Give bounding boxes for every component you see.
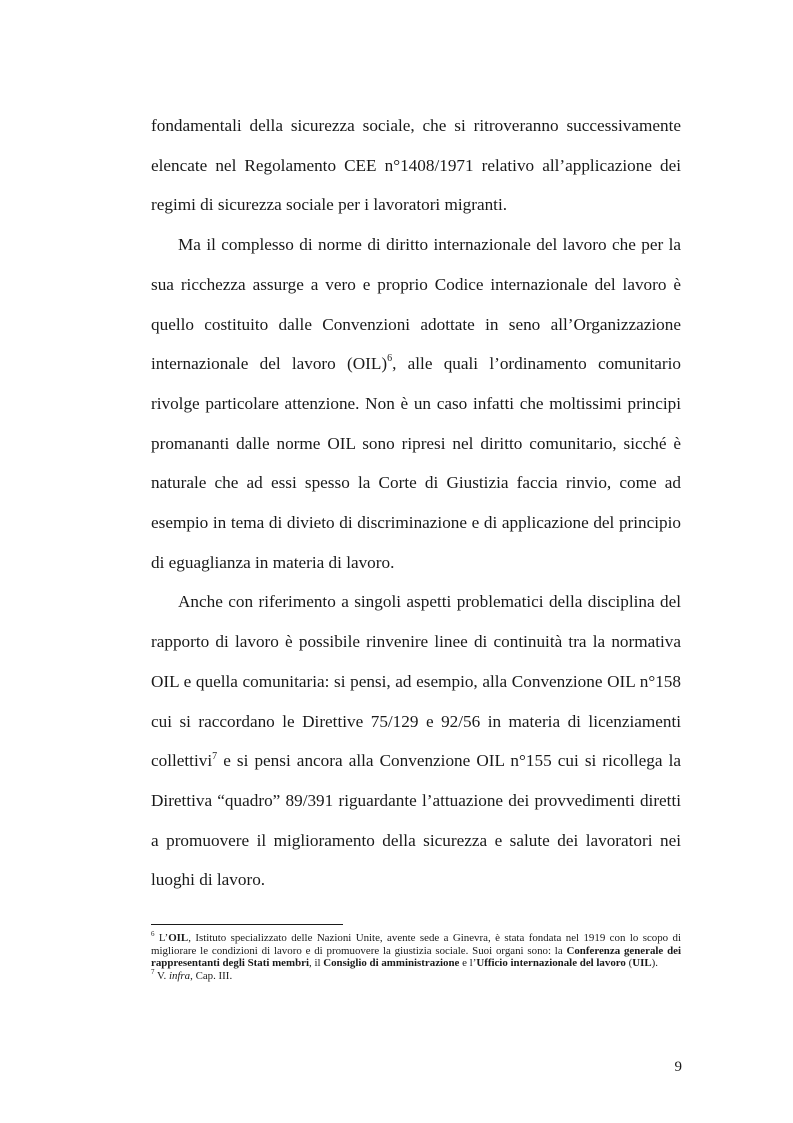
paragraph-2-text-end: , alle quali l’ordinamento comunitario rivolge particolare attenzione. Non è un caso infatti che moltissimi principi promananti dalle norme OIL sono ripresi nel diritto comunitario, sicché è naturale che ad essi spesso la Corte di Giustizia faccia rinvio, come ad esempio in tema di divieto di discriminazione e di applicazione del principio di eguaglianza in materia di lavoro. [151,354,681,572]
footnote-7-text: V. [154,969,169,982]
page-number: 9 [674,1059,682,1075]
footnote-7 [151,970,681,983]
footnote-6-text: L’ [154,932,169,944]
footnote-7-italic-infra: infra [168,969,191,982]
footnote-6-text: , il [309,957,324,970]
footnotes [151,932,681,982]
paragraph-3-text-end: e si pensi ancora alla Convenzione OIL n°155 cui si ricollega la Direttiva “quadro” 89/391 riguardante l’attuazione dei provvedimenti diretti a promuovere il miglioramento della sicurezza e salute dei lavoratori nei luoghi di lavoro. [151,751,681,890]
footnote-6-bold-uil: UIL [632,957,652,970]
footnote-7-text: , Cap. III. [190,969,233,982]
paragraph-2 [151,225,681,582]
footnote-separator [151,924,343,925]
footnote-ref-6[interactable]: 6 [387,353,393,365]
paragraph-1-text: fondamentali della sicurezza sociale, che si ritroveranno successivamente elencate nel Regolamento CEE n°1408/1971 relativo all’applicazione dei regimi di sicurezza sociale per i lavoratori migranti. [151,116,681,215]
paragraph-3-text-start: Anche con riferimento a singoli aspetti problematici della disciplina del rapporto di lavoro è possibile rinvenire linee di continuità tra la normativa OIL e quella comunitaria: si pensi, ad esempio, alla Convenzione OIL n°158 cui si raccordano le Direttive 75/129 e 92/56 in materia di licenziamenti collettivi [151,592,681,771]
footnote-6-bold-conferenza: Conferenza generale dei rappresentanti degli Stati membri [151,944,681,970]
footnote-6 [151,932,681,970]
paragraph-2-text-start: Ma il complesso di norme di diritto internazionale del lavoro che per la sua ricchezza assurge a vero e proprio Codice internazionale del lavoro è quello costituito dalle Convenzioni adottate in seno all’Organizzazione internazionale del lavoro (OIL) [151,235,681,374]
footnote-ref-7[interactable]: 7 [212,750,218,762]
footnote-6-bold-ufficio: Ufficio internazionale del lavoro [476,957,626,970]
paragraph-3 [151,582,681,900]
paragraph-1 [151,106,681,225]
body-text [151,106,681,900]
footnote-6-number: 6 [151,930,155,939]
footnote-6-bold-oil: OIL [168,932,189,944]
footnote-6-bold-consiglio: Consiglio di amministrazione [323,957,460,970]
footnote-6-text: ( [625,957,633,970]
footnote-6-text: ). [651,957,658,970]
footnote-7-number: 7 [151,968,155,977]
footnote-6-text: e l’ [459,957,477,970]
footnote-6-text: , Istituto specializzato delle Nazioni Unite, avente sede a Ginevra, è stata fondata nel 1919 con lo scopo di migliorare le condizioni di lavoro e di promuovere la giustizia sociale. Suoi organi sono: la [151,932,681,957]
